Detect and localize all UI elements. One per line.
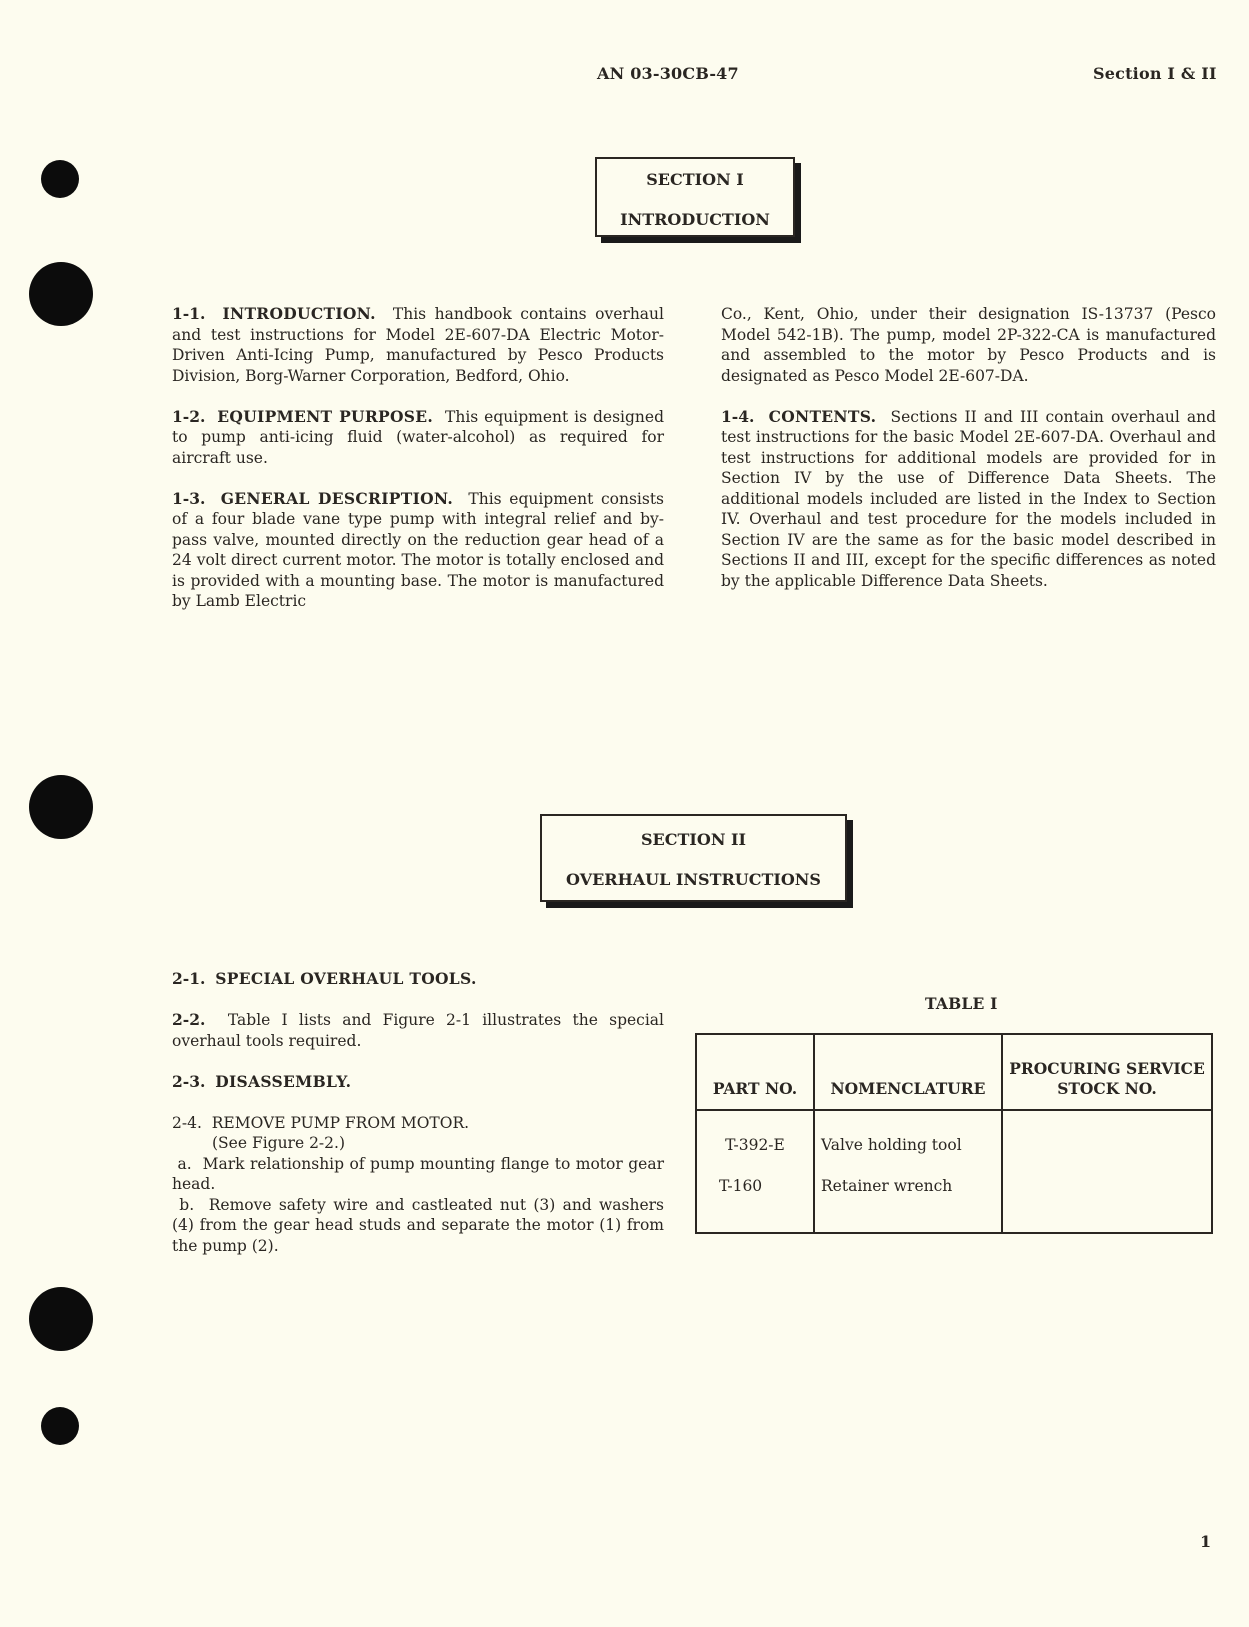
section-1-left-column bbox=[172, 304, 664, 632]
binder-hole bbox=[29, 1287, 93, 1351]
paragraph-1-1: 1-1. INTRODUCTION. This handbook contains overhaul and test instructions for Model 2E-607-DA Electric Motor-Driven Anti-Icing Pump, manufactured by Pesco Products Division, Borg-Warner Corporation, Bedford, Ohio. bbox=[172, 304, 664, 385]
column-header-stock-no: PROCURING SERVICE STOCK NO. bbox=[1002, 1034, 1212, 1110]
paragraph-1-4: 1-4. CONTENTS. Sections II and III contain overhaul and test instructions for the basic Model 2E-607-DA. Overhaul and test instructions for additional models are provided for in Section IV by the use of Difference Data Sheets. The additional models included are listed in the Index to Section IV. Overhaul and test procedure for the models included in Section IV are the same as for the basic model described in Sections II and III, except for the specific differences as noted by the applicable Difference Data Sheets. bbox=[721, 406, 1217, 590]
part-no-cell: T-392-E T-160 bbox=[696, 1110, 814, 1233]
column-header-nomenclature: NOMENCLATURE bbox=[814, 1034, 1002, 1110]
nomenclature-cell: Valve holding tool Retainer wrench bbox=[814, 1110, 1002, 1233]
section-2-left-column bbox=[172, 969, 664, 1256]
special-tools-table bbox=[695, 1033, 1213, 1234]
binder-hole bbox=[29, 262, 93, 326]
table-caption: TABLE I bbox=[925, 994, 998, 1013]
paragraph-2-2: 2-2. Table I lists and Figure 2-1 illustrates the special overhaul tools required. bbox=[172, 1010, 665, 1050]
section-reference: Section I & II bbox=[1093, 64, 1217, 83]
step-a: a. Mark relationship of pump mounting flange to motor gear head. bbox=[172, 1154, 664, 1193]
binder-hole bbox=[29, 775, 93, 839]
section-2-title: OVERHAUL INSTRUCTIONS bbox=[566, 870, 821, 889]
section-2-label: SECTION II bbox=[641, 830, 746, 849]
section-1-right-column bbox=[721, 304, 1216, 612]
paragraph-2-4: 2-4. REMOVE PUMP FROM MOTOR. bbox=[172, 1113, 470, 1132]
paragraph-1-3-continued: Co., Kent, Ohio, under their designation IS-13737 (Pesco Model 542-1B). The pump, model 2P-322-CA is manufactured and assembled to the motor by Pesco Products and is designated as Pesco Model 2E-607-DA. bbox=[721, 305, 1216, 385]
column-header-part-no: PART NO. bbox=[696, 1034, 814, 1110]
section-1-title: INTRODUCTION bbox=[620, 210, 770, 229]
paragraph-2-3: 2-3. DISASSEMBLY. bbox=[172, 1071, 352, 1091]
section-1-heading-box bbox=[595, 157, 795, 237]
binder-hole bbox=[41, 160, 79, 198]
paragraph-1-3: 1-3. GENERAL DESCRIPTION. This equipment consists of a four blade vane type pump with integral relief and by-pass valve, mounted directly on the reduction gear head of a 24 volt direct current motor. The motor is totally enclosed and is provided with a mounting base. The motor is manufactured by Lamb Electric bbox=[172, 488, 664, 610]
section-2-heading-box bbox=[540, 814, 847, 902]
page-number: 1 bbox=[1200, 1532, 1212, 1551]
paragraph-2-1: 2-1. SPECIAL OVERHAUL TOOLS. bbox=[172, 969, 477, 988]
figure-reference: (See Figure 2-2.) bbox=[212, 1134, 345, 1152]
section-1-label: SECTION I bbox=[646, 170, 744, 189]
step-b: b. Remove safety wire and castleated nut (3) and washers (4) from the gear head studs and separate the motor (1) from the pump (2). bbox=[172, 1195, 664, 1255]
table-row bbox=[696, 1110, 1212, 1233]
stock-no-cell bbox=[1002, 1110, 1212, 1233]
document-number: AN 03-30CB-47 bbox=[597, 64, 739, 83]
binder-hole bbox=[41, 1407, 79, 1445]
paragraph-1-2: 1-2. EQUIPMENT PURPOSE. This equipment is designed to pump anti-icing fluid (water-alcohol) as required for aircraft use. bbox=[172, 406, 664, 467]
